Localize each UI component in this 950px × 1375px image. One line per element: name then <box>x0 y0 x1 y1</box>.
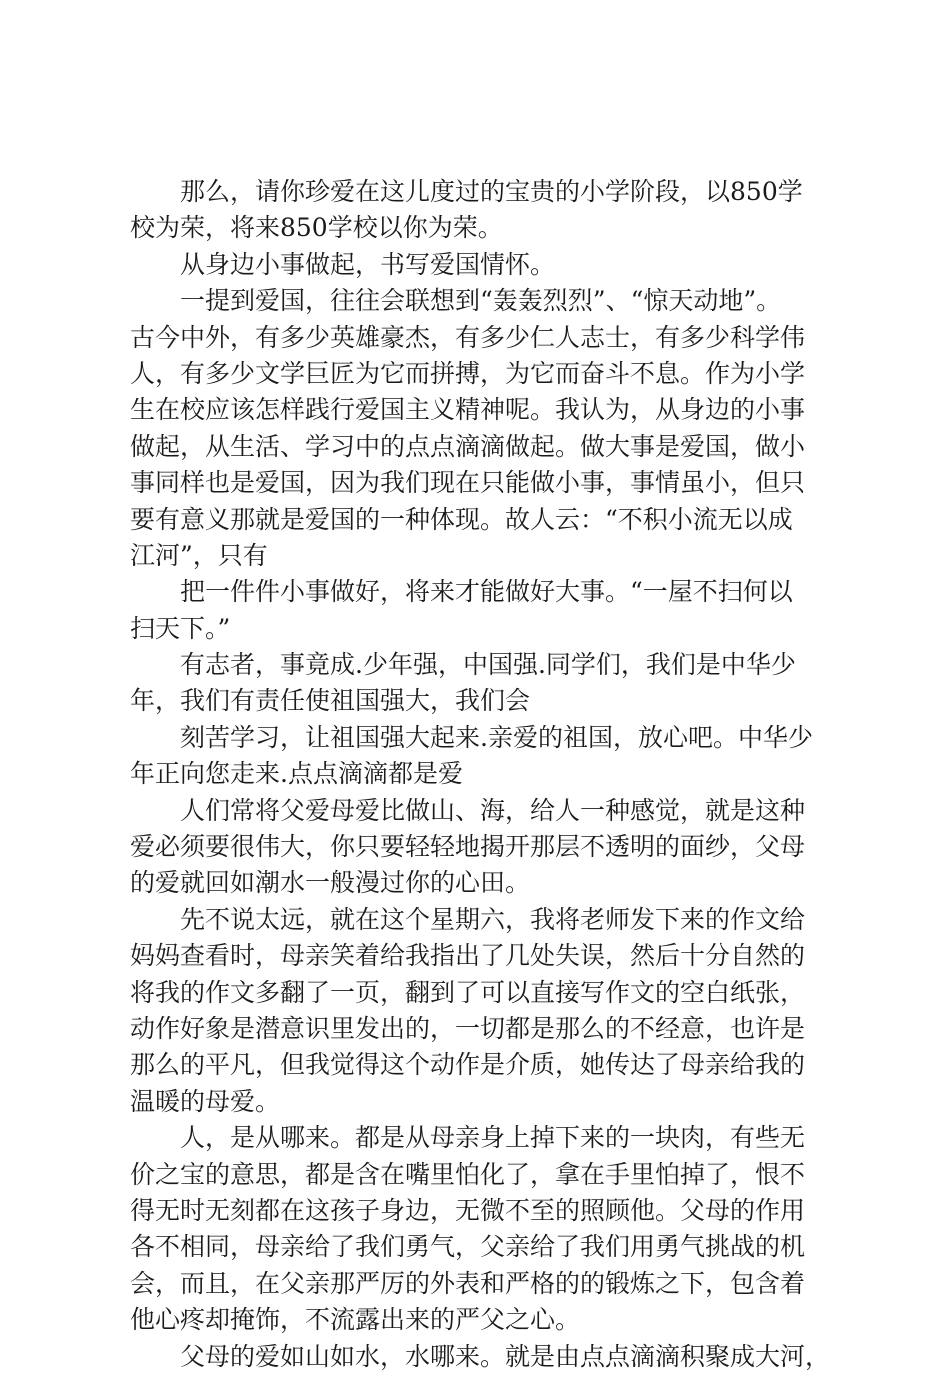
text-line: 父母的爱如山如水，水哪来。就是由点点滴滴积聚成大河， <box>180 1341 831 1371</box>
text-line: 先不说太远，就在这个星期六，我将老师发下来的作文给 <box>180 904 806 934</box>
text-line: 有志者，事竟成.少年强，中国强.同学们，我们是中华少 <box>180 650 796 680</box>
text-line: 的爱就回如潮水一般漫过你的心田。 <box>130 868 531 898</box>
text-line: 年正向您走来.点点滴滴都是爱 <box>130 759 463 789</box>
text-line: 爱必须要很伟大，你只要轻轻地揭开那层不透明的面纱，父母 <box>130 832 806 862</box>
text-line: 动作好象是潜意识里发出的，一切都是那么的不经意，也许是 <box>130 1013 806 1043</box>
text-line: 温暖的母爱。 <box>130 1086 281 1116</box>
text-line: 生在校应该怎样践行爱国主义精神呢。我认为，从身边的小事 <box>130 395 806 425</box>
text-line: 会，而且，在父亲那严厉的外表和严格的的锻炼之下，包含着 <box>130 1268 806 1298</box>
text-line: 事同样也是爱国，因为我们现在只能做小事，事情虽小，但只 <box>130 468 806 498</box>
text-line: 妈妈查看时，母亲笑着给我指出了几处失误，然后十分自然的 <box>130 941 806 971</box>
text-line: 校为荣，将来850学校以你为荣。 <box>130 213 503 243</box>
text-line: 价之宝的意思，都是含在嘴里怕化了，拿在手里怕掉了，恨不 <box>130 1159 806 1189</box>
text-line: 人，有多少文学巨匠为它而拼搏，为它而奋斗不息。作为小学 <box>130 358 806 388</box>
text-line: 做起，从生活、学习中的点点滴滴做起。做大事是爱国，做小 <box>130 431 806 461</box>
text-line: 江河”，只有 <box>130 540 268 570</box>
body-text <box>130 174 830 1375</box>
text-line: 古今中外，有多少英雄豪杰，有多少仁人志士，有多少科学伟 <box>130 322 806 352</box>
text-line: 那么的平凡，但我觉得这个动作是介质，她传达了母亲给我的 <box>130 1050 806 1080</box>
text-line: 一提到爱国，往往会联想到“轰轰烈烈”、“惊天动地”。 <box>180 286 782 316</box>
text-line: 各不相同，母亲给了我们勇气，父亲给了我们用勇气挑战的机 <box>130 1232 806 1262</box>
text-line: 刻苦学习，让祖国强大起来.亲爱的祖国，放心吧。中华少 <box>180 722 813 752</box>
text-line: 把一件件小事做好，将来才能做好大事。“一屋不扫何以 <box>180 577 793 607</box>
text-line: 那么，请你珍爱在这儿度过的宝贵的小学阶段，以850学 <box>180 177 803 206</box>
text-line: 得无时无刻都在这孩子身边，无微不至的照顾他。父母的作用 <box>130 1195 806 1225</box>
text-line: 从身边小事做起，书写爱国情怀。 <box>180 249 556 279</box>
text-line: 他心疼却掩饰，不流露出来的严父之心。 <box>130 1305 581 1335</box>
text-line: 人们常将父爱母爱比做山、海，给人一种感觉，就是这种 <box>180 795 806 825</box>
text-line: 人，是从哪来。都是从母亲身上掉下来的一块肉，有些无 <box>180 1123 806 1153</box>
text-line: 将我的作文多翻了一页，翻到了可以直接写作文的空白纸张， <box>130 977 806 1007</box>
text-line: 年，我们有责任使祖国强大，我们会 <box>130 686 531 716</box>
text-line: 要有意义那就是爱国的一种体现。故人云：“不积小流无以成 <box>130 504 793 534</box>
text-line: 扫天下。” <box>130 613 231 643</box>
